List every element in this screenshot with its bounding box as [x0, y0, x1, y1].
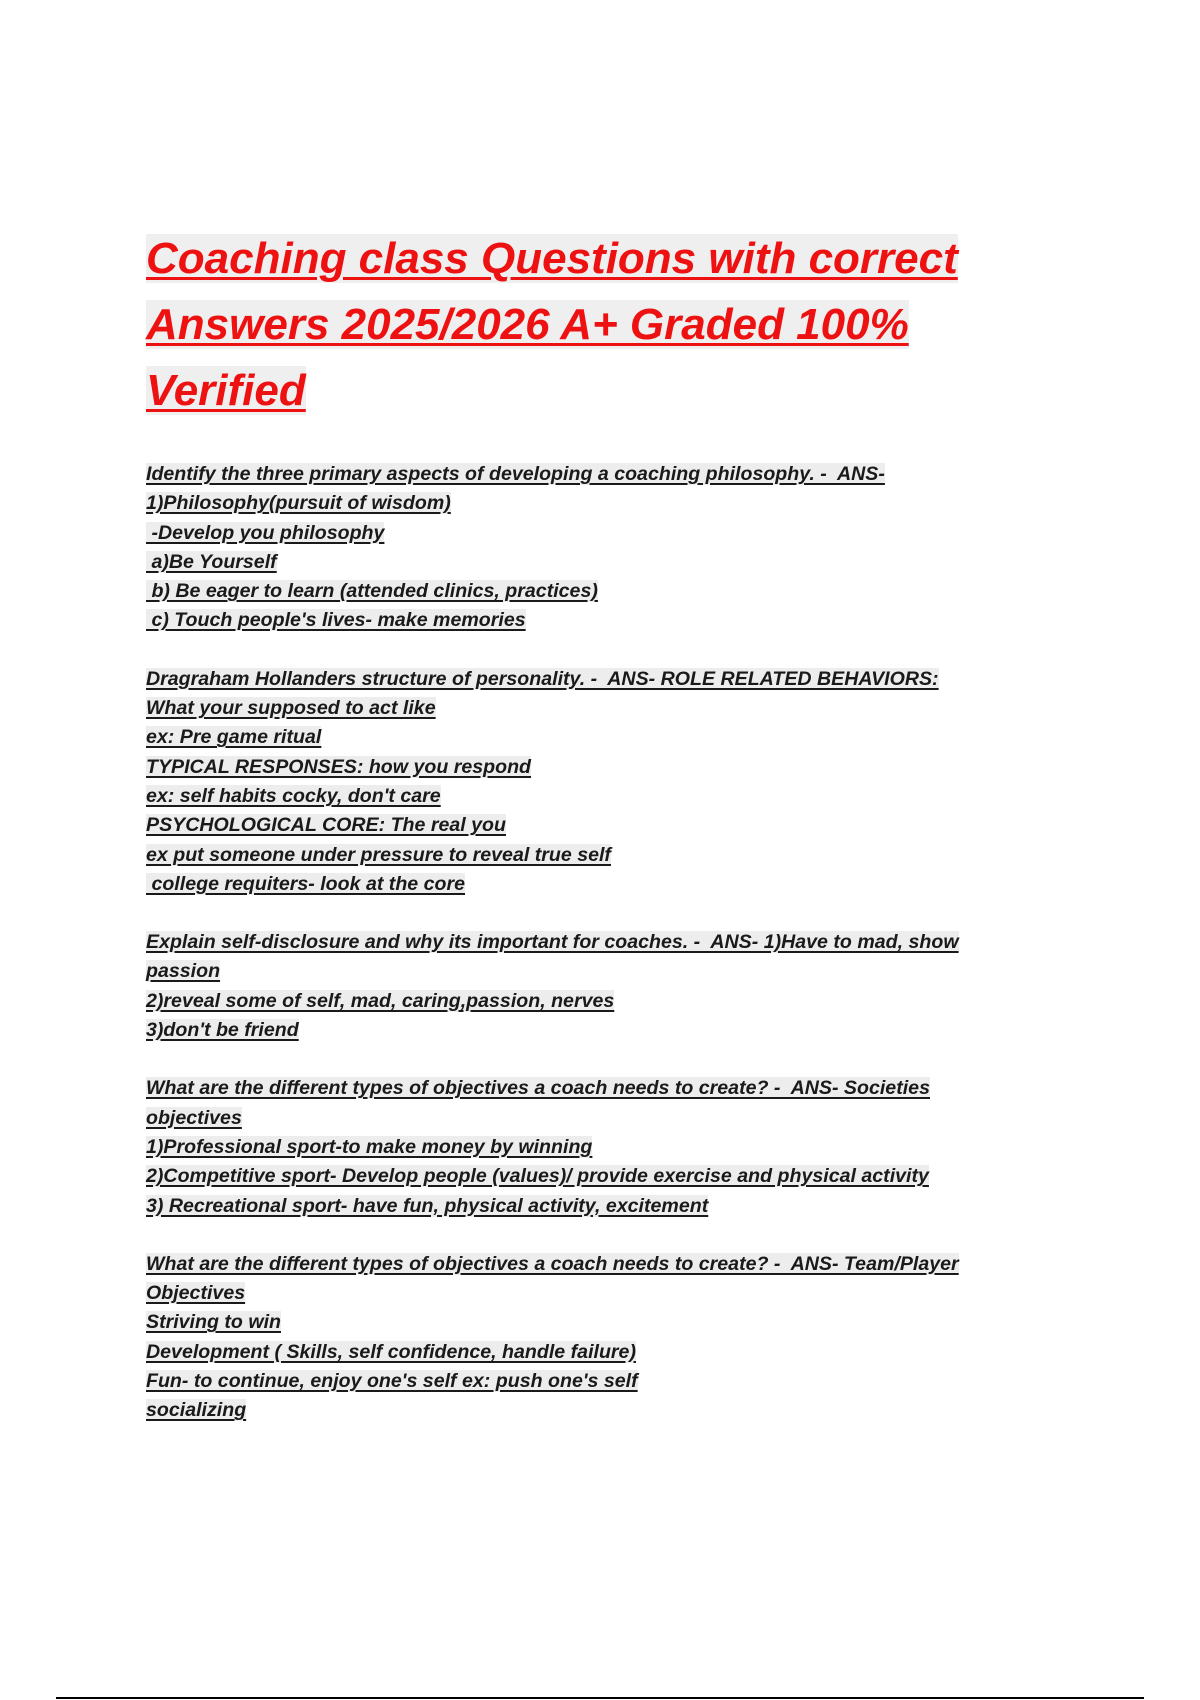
title-line: [146, 292, 1046, 358]
qa-line-text: What your supposed to act like: [146, 697, 436, 720]
qa-answer-line: [146, 489, 1076, 518]
qa-line-text: Identify the three primary aspects of developing a coaching philosophy. - ANS-: [146, 463, 885, 485]
qa-answer-line: [146, 606, 1076, 635]
qa-answer-line: [146, 753, 1076, 782]
qa-item: [146, 1250, 1076, 1426]
qa-question-line: [146, 665, 1076, 694]
qa-answer-line: [146, 723, 1076, 752]
qa-line-text: ex put someone under pressure to reveal true self: [146, 843, 611, 866]
qa-line-text: 3) Recreational sport- have fun, physical activity, excitement: [146, 1194, 709, 1217]
qa-answer-line: [146, 841, 1076, 870]
qa-answer-line: [146, 811, 1076, 840]
qa-line-text: ex: Pre game ritual: [146, 726, 322, 749]
qa-question-line: [146, 1074, 1076, 1103]
qa-item: [146, 928, 1076, 1045]
qa-question-line: [146, 460, 1076, 489]
title-line: [146, 358, 1046, 424]
title-line-text: Verified: [146, 366, 306, 415]
qa-answer-line: [146, 1192, 1076, 1221]
qa-line-text: 1)Philosophy(pursuit of wisdom): [146, 492, 451, 515]
title-line: [146, 226, 1046, 292]
qa-line-text: PSYCHOLOGICAL CORE: The real you: [146, 814, 506, 837]
qa-line-text: ex: self habits cocky, don't care: [146, 784, 441, 807]
qa-answer-line: [146, 519, 1076, 548]
qa-line-text: b) Be eager to learn (attended clinics, practices): [146, 580, 598, 603]
qa-line-text: Explain self-disclosure and why its important for coaches. - ANS- 1)Have to mad, show: [146, 931, 959, 954]
qa-line-text: socializing: [146, 1399, 247, 1422]
qa-line-text: objectives: [146, 1106, 242, 1129]
footer-divider: [56, 1697, 1144, 1699]
qa-line-text: 2)reveal some of self, mad, caring,passion, nerves: [146, 989, 615, 1012]
qa-line-text: What are the different types of objectives a coach needs to create? - ANS- Societies: [146, 1077, 930, 1100]
qa-question-line: [146, 1250, 1076, 1279]
qa-answer-line: [146, 1104, 1076, 1133]
qa-line-text: 2)Competitive sport- Develop people (values)/ provide exercise and physical activity: [146, 1165, 929, 1188]
qa-answer-line: [146, 782, 1076, 811]
qa-line-text: Dragraham Hollanders structure of personality. - ANS- ROLE RELATED BEHAVIORS:: [146, 667, 939, 690]
qa-answer-line: [146, 1338, 1076, 1367]
qa-item: [146, 1074, 1076, 1220]
qa-line-text: c) Touch people's lives- make memories: [146, 609, 526, 632]
qa-line-text: 1)Professional sport-to make money by winning: [146, 1135, 593, 1158]
qa-line-text: passion: [146, 960, 221, 983]
qa-answer-line: [146, 870, 1076, 899]
title-line-text: Answers 2025/2026 A+ Graded 100%: [146, 300, 909, 349]
qa-answer-line: [146, 694, 1076, 723]
qa-answer-line: [146, 987, 1076, 1016]
qa-line-text: What are the different types of objectives a coach needs to create? - ANS- Team/Player: [146, 1252, 959, 1275]
qa-line-text: Objectives: [146, 1282, 246, 1305]
qa-answer-line: [146, 577, 1076, 606]
qa-list: [146, 460, 1076, 1455]
qa-answer-line: [146, 1308, 1076, 1337]
qa-line-text: 3)don't be friend: [146, 1019, 299, 1042]
qa-line-text: Striving to win: [146, 1311, 281, 1334]
page-title: [146, 226, 1046, 424]
qa-item: [146, 665, 1076, 899]
qa-question-line: [146, 928, 1076, 957]
qa-line-text: Development ( Skills, self confidence, handle failure): [146, 1340, 636, 1363]
title-line-text: Coaching class Questions with correct: [146, 234, 958, 283]
qa-answer-line: [146, 1162, 1076, 1191]
qa-answer-line: [146, 548, 1076, 577]
qa-line-text: Fun- to continue, enjoy one's self ex: push one's self: [146, 1370, 638, 1393]
qa-answer-line: [146, 1279, 1076, 1308]
qa-answer-line: [146, 1367, 1076, 1396]
qa-answer-line: [146, 957, 1076, 986]
qa-line-text: a)Be Yourself: [146, 550, 277, 573]
qa-line-text: -Develop you philosophy: [146, 521, 385, 544]
qa-line-text: college requiters- look at the core: [146, 872, 466, 895]
qa-answer-line: [146, 1016, 1076, 1045]
qa-item: [146, 460, 1076, 636]
qa-line-text: TYPICAL RESPONSES: how you respond: [146, 755, 532, 778]
qa-answer-line: [146, 1396, 1076, 1425]
qa-answer-line: [146, 1133, 1076, 1162]
